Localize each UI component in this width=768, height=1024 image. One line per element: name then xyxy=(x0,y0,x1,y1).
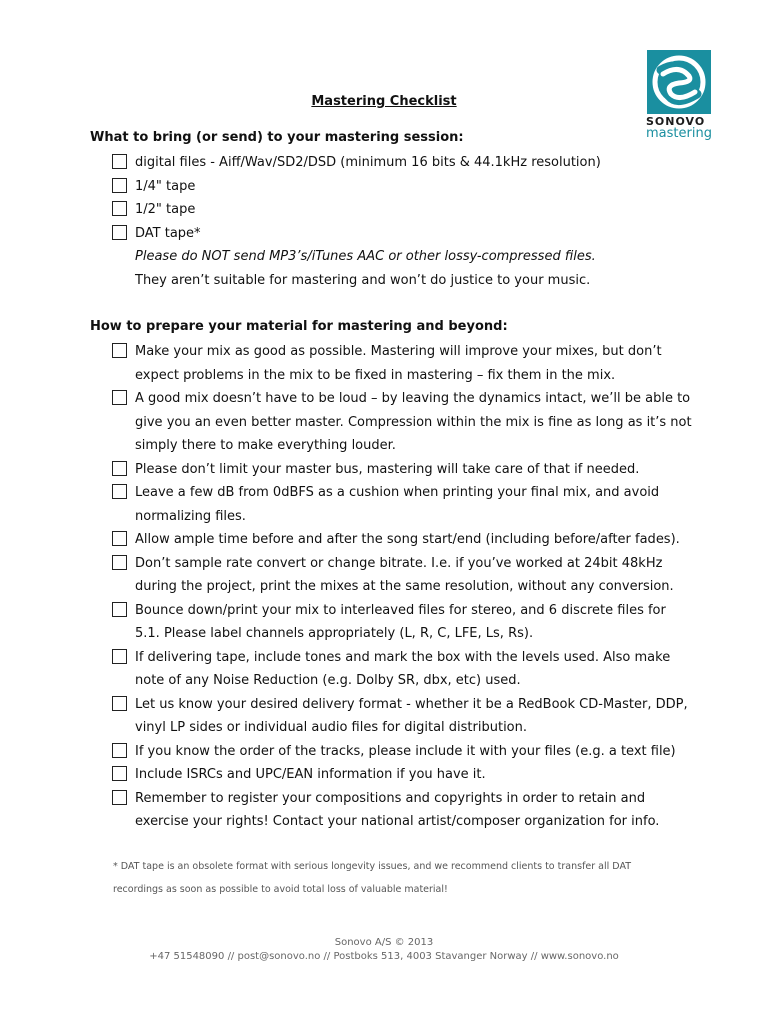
list-item-text: give you an even better master. Compression within the mix is fine as long as it’s not xyxy=(135,414,692,430)
bring-list xyxy=(112,151,692,292)
list-item xyxy=(112,340,692,387)
list-item-text: Include ISRCs and UPC/EAN information if you have it. xyxy=(135,767,486,782)
list-item xyxy=(112,387,692,458)
list-item xyxy=(112,646,692,693)
list-item-text: Make your mix as good as possible. Mastering will improve your mixes, but don’t xyxy=(135,344,662,359)
logo-sub: mastering xyxy=(646,126,712,141)
list-item-text: Bounce down/print your mix to interleaved files for stereo, and 6 discrete files for xyxy=(135,602,666,618)
checkbox[interactable] xyxy=(112,201,127,216)
list-item-text: A good mix doesn’t have to be loud – by leaving the dynamics intact, we’ll be able to xyxy=(135,391,691,406)
checkbox[interactable] xyxy=(112,154,127,169)
list-item xyxy=(112,528,692,552)
footer xyxy=(0,936,768,964)
list-item-text: Allow ample time before and after the song start/end (including before/after fades). xyxy=(135,532,680,547)
list-item xyxy=(112,222,692,246)
list-item xyxy=(112,458,692,482)
footer-contact: +47 51548090 // post@sonovo.no // Postboks 513, 4003 Stavanger Norway // www.sonovo.no xyxy=(149,951,619,962)
list-item xyxy=(112,599,692,646)
prepare-list xyxy=(112,340,692,834)
section2-heading: How to prepare your material for mastering and beyond: xyxy=(90,319,508,334)
list-item-text: Don’t sample rate convert or change bitrate. I.e. if you’ve worked at 24bit 48kHz xyxy=(135,555,663,571)
checkbox[interactable] xyxy=(112,766,127,781)
list-item-text: note of any Noise Reduction (e.g. Dolby SR, dbx, etc) used. xyxy=(135,673,521,688)
page-title: Mastering Checklist xyxy=(311,94,457,109)
list-item-text: expect problems in the mix to be fixed in mastering – fix them in the mix. xyxy=(135,367,616,383)
checkbox[interactable] xyxy=(112,649,127,664)
footer-copyright: Sonovo A/S © 2013 xyxy=(334,937,434,948)
list-item-text: 1/2" tape xyxy=(135,202,196,217)
checkbox[interactable] xyxy=(112,743,127,758)
list-item-text: If delivering tape, include tones and mark the box with the levels used. Also make xyxy=(135,649,671,665)
list-item-text: during the project, print the mixes at the same resolution, without any conversion. xyxy=(135,579,674,594)
list-item-text: simply there to make everything louder. xyxy=(135,438,396,453)
checkbox[interactable] xyxy=(112,178,127,193)
checkbox[interactable] xyxy=(112,696,127,711)
list-item-text: vinyl LP sides or individual audio files for digital distribution. xyxy=(135,720,528,735)
list-item-text: 5.1. Please label channels appropriately (L, R, C, LFE, Ls, Rs). xyxy=(135,626,534,641)
list-item xyxy=(112,787,692,834)
list-item-text: Please don’t limit your master bus, mastering will take care of that if needed. xyxy=(135,461,640,477)
checkbox[interactable] xyxy=(112,555,127,570)
checkbox[interactable] xyxy=(112,225,127,240)
list-item xyxy=(112,763,692,787)
checkbox[interactable] xyxy=(112,531,127,546)
list-item xyxy=(112,198,692,222)
checkbox[interactable] xyxy=(112,484,127,499)
list-item-text: digital files - Aiff/Wav/SD2/DSD (minimum 16 bits & 44.1kHz resolution) xyxy=(135,155,601,170)
list-item xyxy=(112,481,692,528)
checkbox[interactable] xyxy=(112,343,127,358)
checkbox[interactable] xyxy=(112,390,127,405)
checkbox[interactable] xyxy=(112,602,127,617)
list-item xyxy=(112,175,692,199)
section1-heading: What to bring (or send) to your mastering session: xyxy=(90,130,464,145)
list-item xyxy=(112,740,692,764)
footnote-line: recordings as soon as possible to avoid total loss of valuable material! xyxy=(113,884,448,895)
list-item xyxy=(112,552,692,599)
list-item xyxy=(112,693,692,740)
list-item-text: exercise your rights! Contact your national artist/composer organization for info. xyxy=(135,814,660,829)
footnote-line: * DAT tape is an obsolete format with serious longevity issues, and we recommend clients to transfer all DAT xyxy=(113,861,632,872)
list-item-text: DAT tape* xyxy=(135,225,201,241)
list-item-text: If you know the order of the tracks, please include it with your files (e.g. a text file) xyxy=(135,743,676,759)
list-item-text: normalizing files. xyxy=(135,508,246,524)
list-item xyxy=(112,151,692,175)
list-item-text: Let us know your desired delivery format - whether it be a RedBook CD-Master, DDP, xyxy=(135,696,688,712)
list-item-text: Leave a few dB from 0dBFS as a cushion when printing your final mix, and avoid xyxy=(135,485,660,500)
lossy-explanation: They aren’t suitable for mastering and won’t do justice to your music. xyxy=(135,272,591,288)
list-item-text: Remember to register your compositions and copyrights in order to retain and xyxy=(135,790,646,806)
logo-name: SONOVO xyxy=(646,115,706,128)
checkbox[interactable] xyxy=(112,461,127,476)
checkbox[interactable] xyxy=(112,790,127,805)
lossy-warning: Please do NOT send MP3’s/iTunes AAC or other lossy-compressed files. xyxy=(135,249,596,264)
list-item-text: 1/4" tape xyxy=(135,178,196,194)
footnote xyxy=(113,855,693,901)
